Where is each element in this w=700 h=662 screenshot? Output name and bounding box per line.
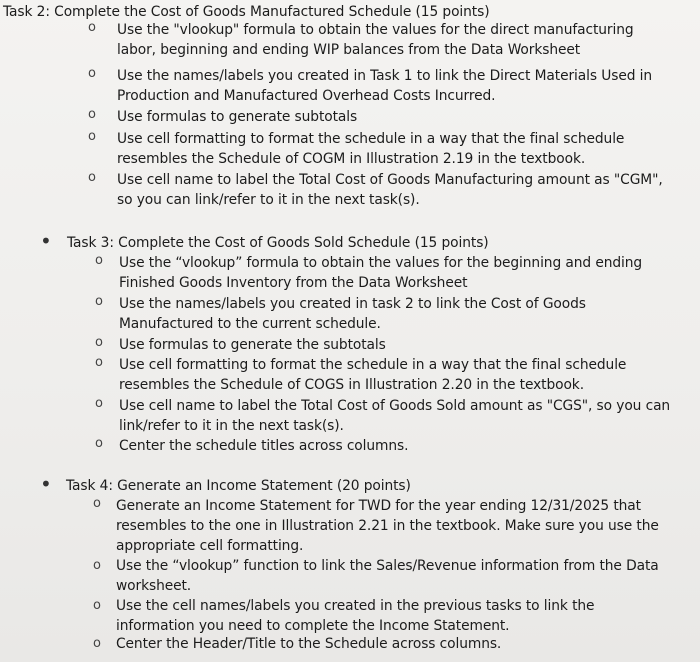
task2-item5-line2: so you can link/refer to it in the next task(s).: [117, 192, 420, 208]
task3-item1-line1: Use the “vlookup” formula to obtain the values for the beginning and ending: [119, 255, 643, 271]
sub-bullet-icon: o: [88, 107, 96, 122]
task3-item5-line1: Use cell name to label the Total Cost of Goods Sold amount as "CGS", so you can: [119, 398, 671, 414]
task2-item4-line2: resembles the Schedule of COGM in Illustration 2.19 in the textbook.: [117, 151, 586, 167]
sub-bullet-icon: o: [95, 396, 103, 411]
bullet-icon: •: [40, 229, 52, 253]
task3-title: Task 3: Complete the Cost of Goods Sold Schedule (15 points): [67, 235, 489, 251]
sub-bullet-icon: o: [93, 636, 101, 651]
task3-item1-line2: Finished Goods Inventory from the Data Worksheet: [119, 275, 468, 291]
sub-bullet-icon: o: [93, 598, 101, 613]
sub-bullet-icon: o: [93, 496, 101, 511]
task2-item5-line1: Use cell name to label the Total Cost of Goods Manufacturing amount as "CGM",: [117, 172, 663, 188]
sub-bullet-icon: o: [88, 20, 96, 35]
task2-title: Task 2: Complete the Cost of Goods Manufactured Schedule (15 points): [3, 4, 490, 20]
sub-bullet-icon: o: [88, 66, 96, 81]
task2-item1-line1: Use the "vlookup" formula to obtain the values for the direct manufacturing: [117, 22, 634, 38]
task3-item2-line2: Manufactured to the current schedule.: [119, 316, 381, 332]
sub-bullet-icon: o: [95, 294, 103, 309]
task4-item2-line2: worksheet.: [116, 578, 192, 594]
sub-bullet-icon: o: [88, 129, 96, 144]
bullet-icon: •: [40, 472, 52, 496]
task4-item1-line1: Generate an Income Statement for TWD for the year ending 12/31/2025 that: [116, 498, 641, 514]
task4-item2-line1: Use the “vlookup” function to link the Sales/Revenue information from the Data: [116, 558, 659, 574]
task2-item2-line2: Production and Manufactured Overhead Costs Incurred.: [117, 88, 496, 104]
task2-item1-line2: labor, beginning and ending WIP balances from the Data Worksheet: [117, 42, 581, 58]
task3-item3-line1: Use formulas to generate the subtotals: [119, 337, 386, 353]
sub-bullet-icon: o: [95, 253, 103, 268]
task4-item1-line3: appropriate cell formatting.: [116, 538, 304, 554]
task2-item3-line1: Use formulas to generate subtotals: [117, 109, 358, 125]
sub-bullet-icon: o: [95, 355, 103, 370]
sub-bullet-icon: o: [88, 170, 96, 185]
task4-title: Task 4: Generate an Income Statement (20 points): [66, 478, 411, 494]
task4-item3-line1: Use the cell names/labels you created in the previous tasks to link the: [116, 598, 595, 614]
task3-item5-line2: link/refer to it in the next task(s).: [119, 418, 344, 434]
task2-item4-line1: Use cell formatting to format the schedule in a way that the final schedule: [117, 131, 625, 147]
task3-item2-line1: Use the names/labels you created in task 2 to link the Cost of Goods: [119, 296, 586, 312]
task3-item4-line1: Use cell formatting to format the schedule in a way that the final schedule: [119, 357, 627, 373]
sub-bullet-icon: o: [93, 558, 101, 573]
task4-item4-line1: Center the Header/Title to the Schedule across columns.: [116, 636, 502, 652]
task3-item4-line2: resembles the Schedule of COGS in Illustration 2.20 in the textbook.: [119, 377, 584, 393]
task3-item6-line1: Center the schedule titles across columns.: [119, 438, 409, 454]
sub-bullet-icon: o: [95, 436, 103, 451]
task4-item3-line2: information you need to complete the Income Statement.: [116, 618, 510, 634]
sub-bullet-icon: o: [95, 335, 103, 350]
task4-item1-line2: resembles to the one in Illustration 2.21 in the textbook. Make sure you use the: [116, 518, 659, 534]
task2-item2-line1: Use the names/labels you created in Task 1 to link the Direct Materials Used in: [117, 68, 653, 84]
